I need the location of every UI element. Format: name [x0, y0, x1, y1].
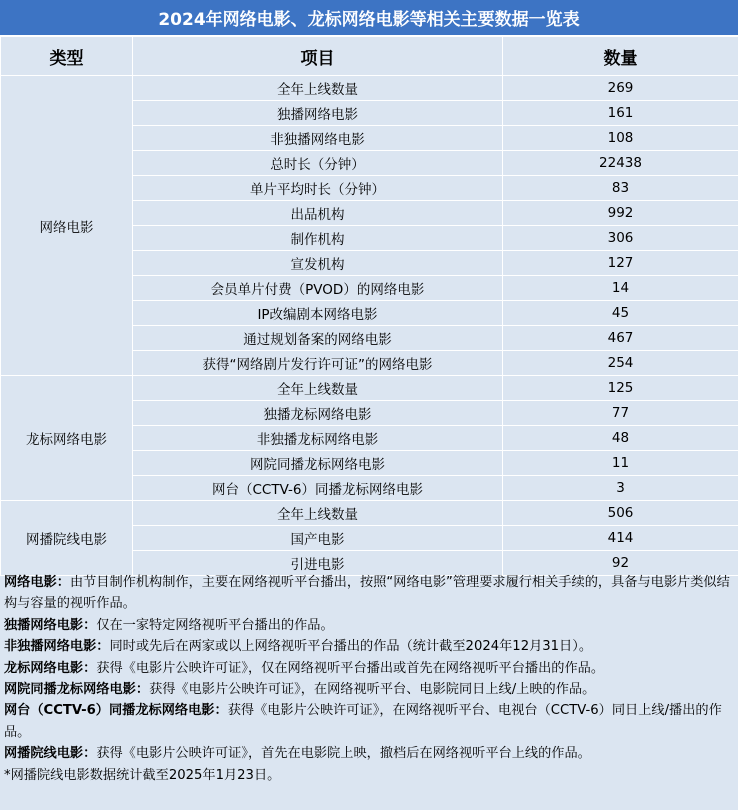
header-type: 类型: [1, 37, 133, 76]
header-item: 项目: [133, 37, 503, 76]
item-cell: 出品机构: [133, 201, 503, 226]
value-cell: 127: [503, 251, 738, 276]
item-cell: 获得“网络剧片发行许可证”的网络电影: [133, 351, 503, 376]
note-term: 网播院线电影：: [4, 746, 97, 762]
note-term: 独播网络电影：: [4, 617, 97, 633]
note-text: 获得《电影片公映许可证》，在网络视听平台、电视台（CCTV-6）同日上线/播出的作品。: [4, 703, 722, 740]
note-text: 获得《电影片公映许可证》，仅在网络视听平台播出或首先在网络视听平台播出的作品。: [96, 660, 605, 676]
note-item: [4, 636, 734, 657]
value-cell: 108: [503, 126, 738, 151]
note-item: [4, 700, 734, 743]
value-cell: 269: [503, 76, 738, 101]
item-cell: 总时长（分钟）: [133, 151, 503, 176]
value-cell: 14: [503, 276, 738, 301]
note-item: [4, 743, 734, 764]
header-row: [1, 37, 738, 76]
header-count: 数量: [503, 37, 738, 76]
item-cell: 会员单片付费（PVOD）的网络电影: [133, 276, 503, 301]
table-title: 2024年网络电影、龙标网络电影等相关主要数据一览表: [0, 0, 738, 36]
note-text: 获得《电影片公映许可证》，在网络视听平台、电影院同日上线/上映的作品。: [149, 682, 596, 698]
note-term: 网台（CCTV-6）同播龙标网络电影：: [4, 703, 228, 719]
table-row: [1, 376, 738, 401]
value-cell: 83: [503, 176, 738, 201]
value-cell: 125: [503, 376, 738, 401]
item-cell: 宣发机构: [133, 251, 503, 276]
note-item: [4, 679, 734, 700]
item-cell: 全年上线数量: [133, 76, 503, 101]
item-cell: 国产电影: [133, 526, 503, 551]
note-term: 非独播网络电影：: [4, 639, 110, 655]
table-row: [1, 501, 738, 526]
category-cell: 网络电影: [1, 76, 133, 376]
note-term: 网络电影：: [4, 575, 70, 590]
value-cell: 11: [503, 451, 738, 476]
value-cell: 22438: [503, 151, 738, 176]
value-cell: 48: [503, 426, 738, 451]
note-text: 获得《电影片公映许可证》，首先在电影院上映，撤档后在网络视听平台上线的作品。: [96, 746, 591, 762]
item-cell: 通过规划备案的网络电影: [133, 326, 503, 351]
item-cell: 独播网络电影: [133, 101, 503, 126]
definitions-notes: [0, 570, 738, 786]
item-cell: IP改编剧本网络电影: [133, 301, 503, 326]
item-cell: 引进电影: [133, 551, 503, 576]
note-term: 龙标网络电影：: [4, 660, 97, 676]
item-cell: 网院同播龙标网络电影: [133, 451, 503, 476]
value-cell: 506: [503, 501, 738, 526]
note-text: 仅在一家特定网络视听平台播出的作品。: [96, 617, 334, 633]
item-cell: 制作机构: [133, 226, 503, 251]
item-cell: 独播龙标网络电影: [133, 401, 503, 426]
data-table: [0, 36, 738, 576]
category-cell: 龙标网络电影: [1, 376, 133, 501]
note-item: [4, 615, 734, 636]
note-term: 网院同播龙标网络电影：: [4, 682, 150, 698]
value-cell: 467: [503, 326, 738, 351]
item-cell: 全年上线数量: [133, 501, 503, 526]
value-cell: 414: [503, 526, 738, 551]
note-text: 由节目制作机构制作，主要在网络视听平台播出，按照“网络电影”管理要求履行相关手续的，具备与电影片类似结构与容量的视听作品。: [4, 575, 730, 612]
value-cell: 92: [503, 551, 738, 576]
note-text: 同时或先后在两家或以上网络视听平台播出的作品（统计截至2024年12月31日）。: [109, 639, 593, 655]
note-item: [4, 658, 734, 679]
value-cell: 306: [503, 226, 738, 251]
category-cell: 网播院线电影: [1, 501, 133, 576]
item-cell: 全年上线数量: [133, 376, 503, 401]
value-cell: 254: [503, 351, 738, 376]
value-cell: 3: [503, 476, 738, 501]
item-cell: 非独播龙标网络电影: [133, 426, 503, 451]
item-cell: 网台（CCTV-6）同播龙标网络电影: [133, 476, 503, 501]
footnote: *网播院线电影数据统计截至2025年1月23日。: [4, 767, 281, 783]
value-cell: 161: [503, 101, 738, 126]
value-cell: 77: [503, 401, 738, 426]
value-cell: 992: [503, 201, 738, 226]
note-item: [4, 572, 734, 615]
table-row: [1, 76, 738, 101]
item-cell: 单片平均时长（分钟）: [133, 176, 503, 201]
value-cell: 45: [503, 301, 738, 326]
item-cell: 非独播网络电影: [133, 126, 503, 151]
